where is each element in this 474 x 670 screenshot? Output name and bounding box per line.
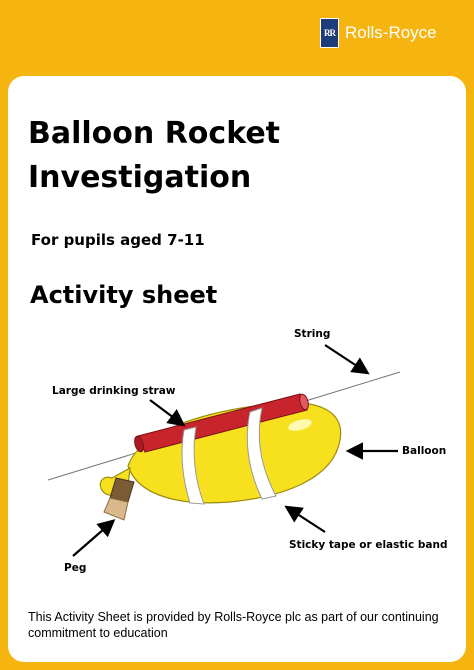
tape-label: Sticky tape or elastic band [289, 539, 448, 551]
string-arrow-icon [325, 345, 366, 372]
straw-label: Large drinking straw [52, 385, 176, 397]
page-title: Balloon Rocket Investigation [28, 116, 281, 195]
tape-arrow-icon [288, 508, 325, 532]
activity-sheet-heading: Activity sheet [30, 281, 218, 309]
peg-arrow-icon [73, 522, 112, 556]
footer-note: This Activity Sheet is provided by Rolls-Royce plc as part of our continuing commitment to education [28, 610, 439, 640]
peg-label: Peg [64, 562, 87, 574]
balloon-label: Balloon [402, 445, 447, 457]
logo-text: Rolls-Royce [345, 23, 437, 42]
string-label: String [294, 328, 331, 340]
logo-monogram: RR [324, 28, 335, 38]
straw-arrow-icon [150, 400, 182, 424]
age-subtitle: For pupils aged 7-11 [31, 231, 205, 249]
